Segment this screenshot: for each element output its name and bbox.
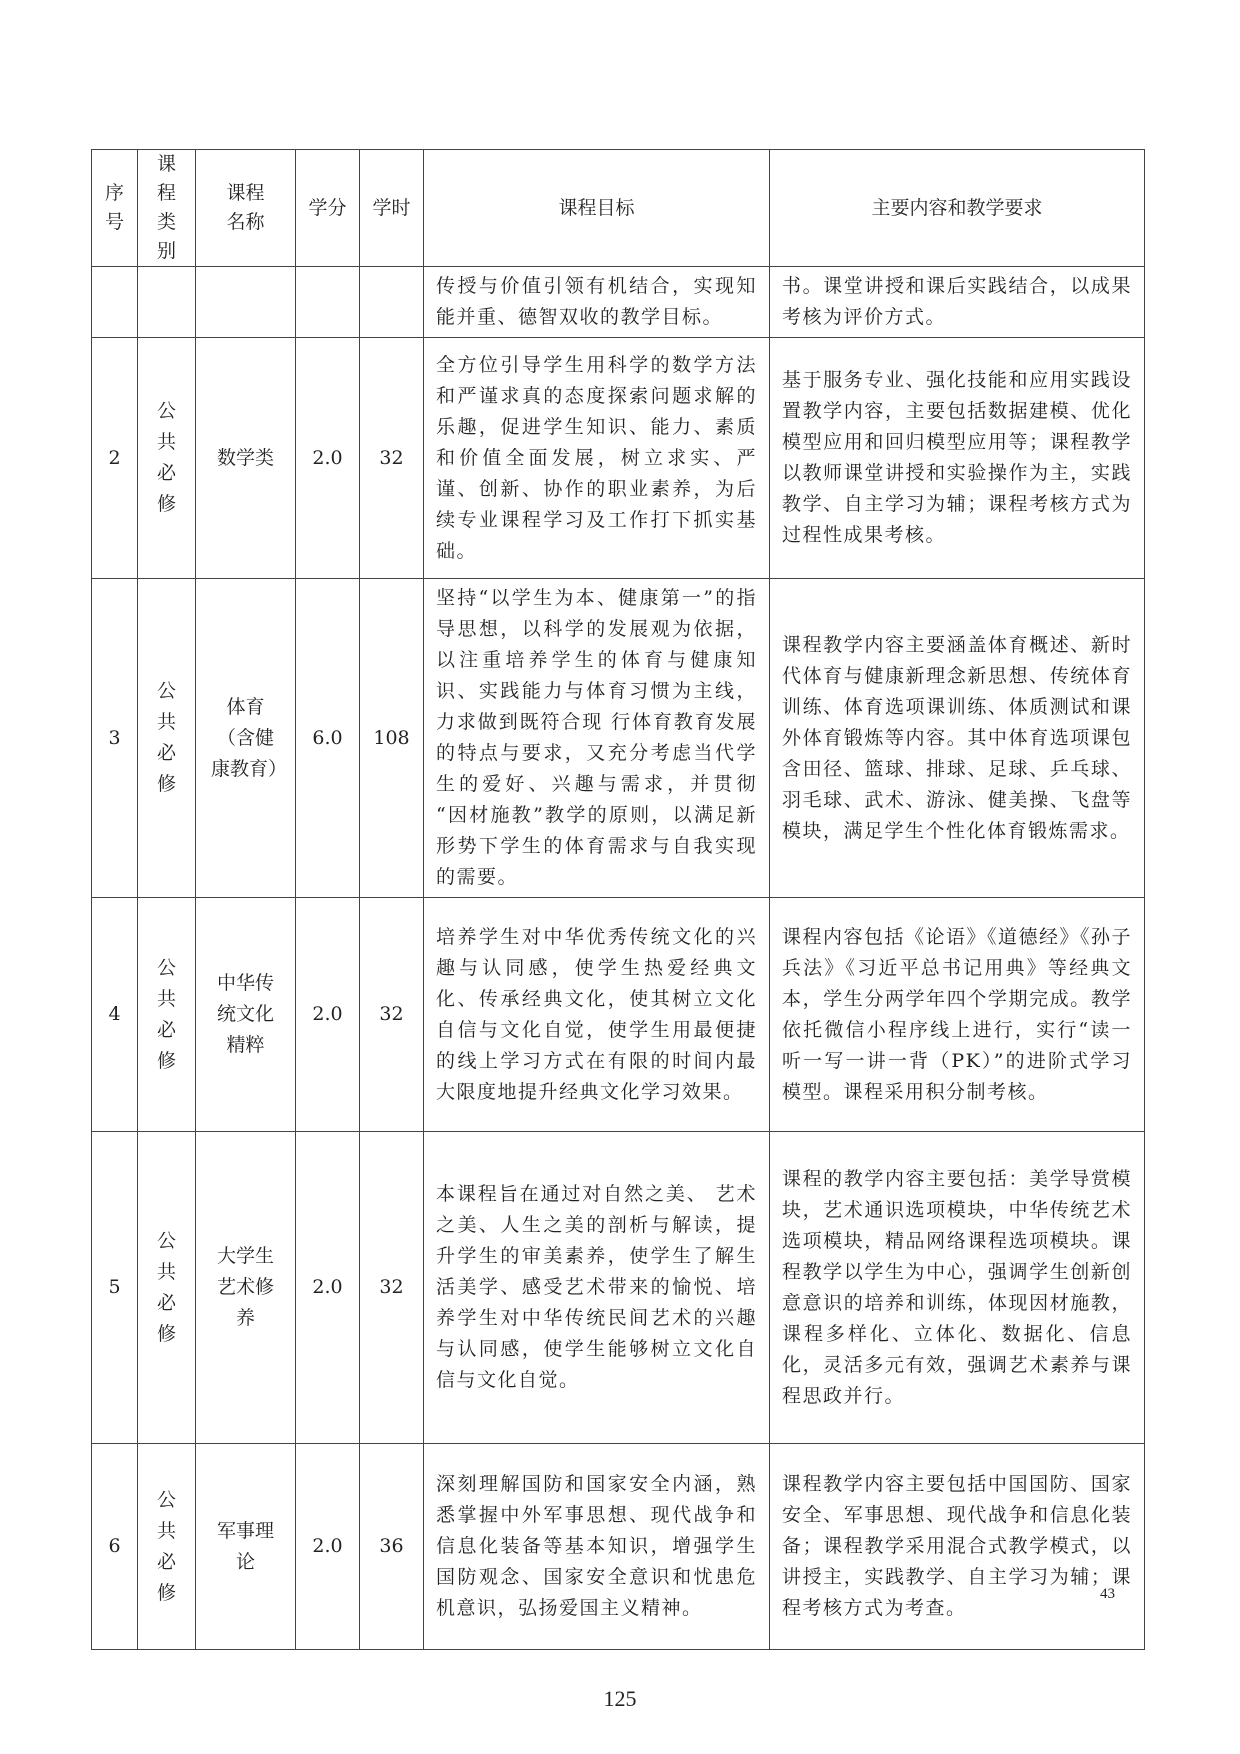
- row-credits: 2.0: [296, 898, 360, 1132]
- row-category: 公共必修: [138, 1132, 196, 1444]
- row-category: 公共必修: [138, 579, 196, 898]
- row-no: 6: [92, 1444, 138, 1650]
- row-course-name: 数学类: [196, 338, 296, 579]
- objective-cell: 培养学生对中华优秀传统文化的兴趣与认同感，使学生热爱经典文化、传承经典文化，使其树立文化自信与文化自觉，使学生用最便捷的线上学习方式在有限的时间内最大限度地提升经典文化学习效果。: [424, 898, 770, 1132]
- table-row: [92, 1444, 1145, 1650]
- content-cell: 课程教学内容主要涵盖体育概述、新时代体育与健康新理念新思想、传统体育训练、体育选项课训练、体质测试和课外体育锻炼等内容。其中体育选项课包含田径、篮球、排球、足球、乒乓球、羽毛球、武术、游泳、健美操、飞盘等模块，满足学生个性化体育锻炼需求。: [770, 579, 1145, 898]
- row-no: 5: [92, 1132, 138, 1444]
- header-no: 序号: [92, 150, 138, 267]
- row-hours: 108: [360, 579, 424, 898]
- row-course-name: 体育（含健康教育）: [196, 579, 296, 898]
- header-category: 课程类别: [138, 150, 196, 267]
- content-cell: 基于服务专业、强化技能和应用实践设置教学内容，主要包括数据建模、优化模型应用和回归模型应用等；课程教学以教师课堂讲授和实验操作为主，实践教学、自主学习为辅；课程考核方式为过程性成果考核。: [770, 338, 1145, 579]
- course-table: [91, 149, 1145, 1650]
- objective-cell: 本课程旨在通过对自然之美、 艺术之美、人生之美的剖析与解读，提升学生的审美素养，使学生了解生活美学、感受艺术带来的愉悦、培养学生对中华传统民间艺术的兴趣与认同感，使学生能够树立文化自信与文化自觉。: [424, 1132, 770, 1444]
- row-hours: 32: [360, 338, 424, 579]
- row-category: 公共必修: [138, 1444, 196, 1650]
- objective-cell: 全方位引导学生用科学的数学方法和严谨求真的态度探索问题求解的乐趣，促进学生知识、能力、素质和价值全面发展，树立求实、严谨、创新、协作的职业素养，为后续专业课程学习及工作打下抓实基础。: [424, 338, 770, 579]
- row-category: 公共必修: [138, 338, 196, 579]
- row-credits: 2.0: [296, 338, 360, 579]
- table-header-row: [92, 150, 1145, 267]
- row-credits: 2.0: [296, 1132, 360, 1444]
- row-hours: 32: [360, 898, 424, 1132]
- page-number-small: 43: [1100, 1586, 1115, 1602]
- row-category: 公共必修: [138, 898, 196, 1132]
- content-cell: 书。课堂讲授和课后实践结合，以成果考核为评价方式。: [770, 267, 1145, 338]
- objective-cell: 深刻理解国防和国家安全内涵，熟悉掌握中外军事思想、现代战争和信息化装备等基本知识，增强学生国防观念、国家安全意识和忧患危机意识，弘扬爱国主义精神。: [424, 1444, 770, 1650]
- page-number: 125: [603, 1686, 637, 1711]
- row-hours: 32: [360, 1132, 424, 1444]
- objective-cell: 传授与价值引领有机结合，实现知能并重、德智双收的教学目标。: [424, 267, 770, 338]
- row-no: 2: [92, 338, 138, 579]
- row-course-name: 中华传统文化精粹: [196, 898, 296, 1132]
- content-cell: 课程教学内容主要包括中国国防、国家安全、军事思想、现代战争和信息化装备；课程教学采用混合式教学模式，以讲授主，实践教学、自主学习为辅；课程考核方式为考查。: [770, 1444, 1145, 1650]
- header-objective: 课程目标: [424, 150, 770, 267]
- row-course-name: 军事理论: [196, 1444, 296, 1650]
- row-no: 4: [92, 898, 138, 1132]
- table-row: [92, 898, 1145, 1132]
- content-cell: 课程的教学内容主要包括：美学导赏模块，艺术通识选项模块，中华传统艺术选项模块，精品网络课程选项模块。课程教学以学生为中心，强调学生创新创意意识的培养和训练，体现因材施教，课程多样化、立体化、数据化、信息化，灵活多元有效，强调艺术素养与课程思政并行。: [770, 1132, 1145, 1444]
- table-row: [92, 1132, 1145, 1444]
- row-course-name: 大学生艺术修养: [196, 1132, 296, 1444]
- table-row: [92, 338, 1145, 579]
- content-cell: 课程内容包括《论语》《道德经》《孙子兵法》《习近平总书记用典》等经典文本，学生分两学年四个学期完成。教学依托微信小程序线上进行，实行“读一听一写一讲一背（PK）”的进阶式学习模型。课程采用积分制考核。: [770, 898, 1145, 1132]
- table-row-continued: [92, 267, 1145, 338]
- objective-cell: 坚持“以学生为本、健康第一”的指导思想，以科学的发展观为依据，以注重培养学生的体育与健康知识、实践能力与体育习惯为主线，力求做到既符合现 行体育教育发展的特点与要求，又充分考虑当代学生的爱好、兴趣与需求，并贯彻 “因材施教”教学的原则，以满足新形势下学生的体育需求与自我实现的需要。: [424, 579, 770, 898]
- table-row: [92, 579, 1145, 898]
- header-credits: 学分: [296, 150, 360, 267]
- row-credits: 2.0: [296, 1444, 360, 1650]
- header-name: 课程名称: [196, 150, 296, 267]
- row-hours: 36: [360, 1444, 424, 1650]
- header-hours: 学时: [360, 150, 424, 267]
- header-content: 主要内容和教学要求: [770, 150, 1145, 267]
- row-credits: 6.0: [296, 579, 360, 898]
- row-no: 3: [92, 579, 138, 898]
